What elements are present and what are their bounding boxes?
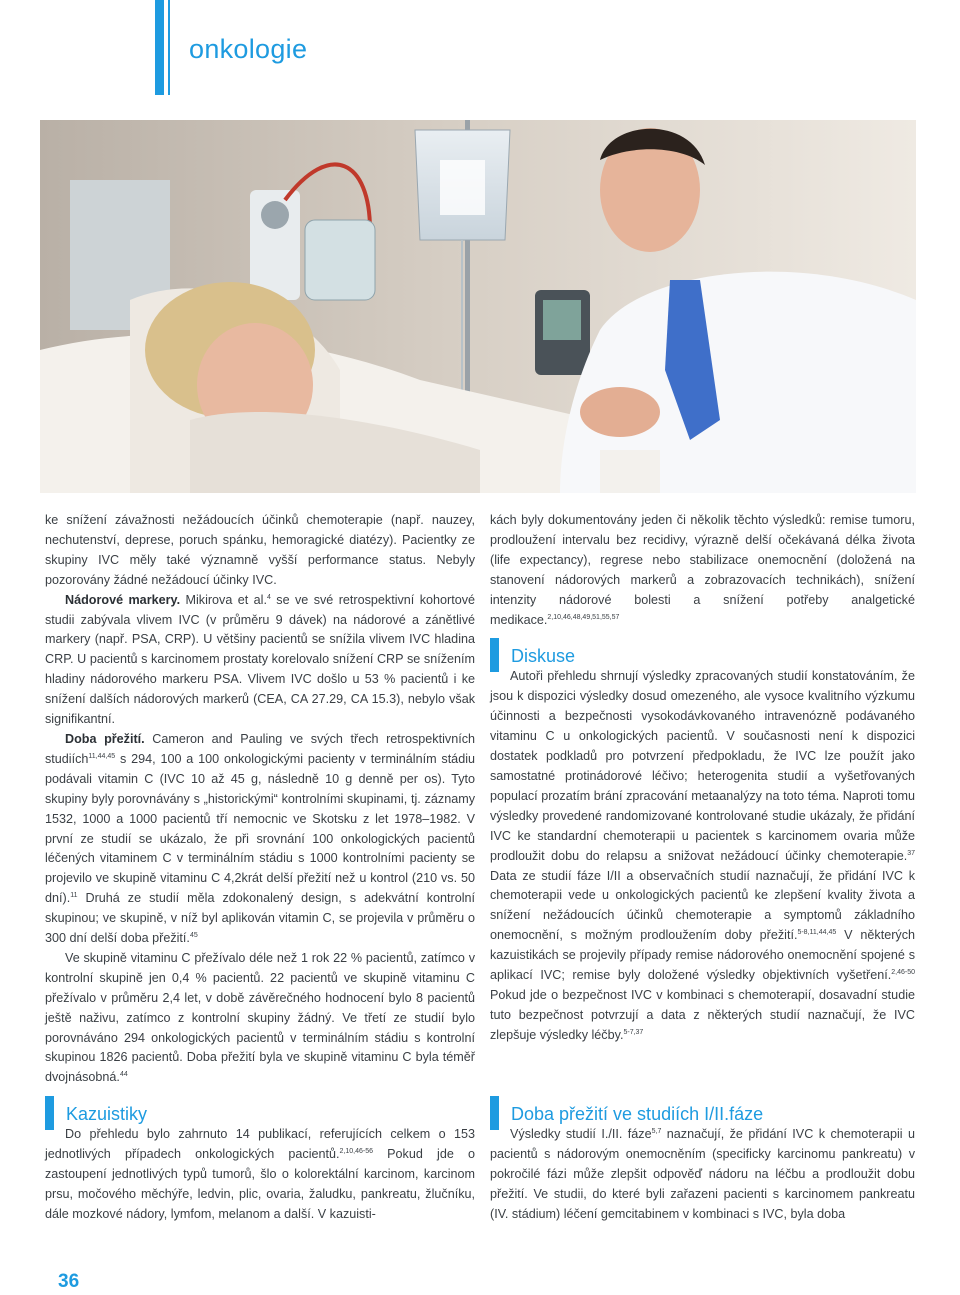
paragraph [45, 1125, 475, 1225]
paragraph-text: Pokud jde o zastoupení jednotlivých typů tumorů, šlo o kolorektální karcinom, karcinom prsu, močového měchýře, ledvin, plic, ovaria, žaludku, pankreatu, žlučníku, dále mozkové nádory, lymfom, melanom a další. V kazuisti- [45, 1146, 475, 1221]
paragraph-markers [45, 591, 475, 730]
reference-marker: 44 [119, 1071, 128, 1079]
reference-marker: 2,46-50 [891, 968, 915, 976]
paragraph [490, 511, 915, 630]
photo-doctor-patient [40, 120, 916, 493]
right-column [490, 511, 915, 1046]
run-in-heading: Doba přežití. [65, 731, 145, 746]
reference-marker: 11,44,45 [88, 752, 116, 760]
heading-kazuistiky [45, 1104, 475, 1125]
heading-diskuse [490, 646, 915, 667]
reference-marker: 45 [189, 931, 198, 939]
paragraph-text: s 294, 100 a 100 onkologickými pacienty v terminálním stádiu podávali vitamin C (IVC 10 až 45 g, následně 10 g denně per os). Tyto skupiny byly porovnávány s „historickými“ kontrolními skupinami, tj. záznamy 1532, 1000 a 1000 pacientů tří nemocnic ve Skotsku z let 1978–1982. V první ze studií se ukázalo, že při srovnání 100 onkologických pacientů léčených vitaminem C v terminálním stádiu s 1000 kontrolními pacienty se projevilo ve skupině vitaminu C 4,2krát delší přežití než u kontrol (210 vs. 50 dní). [45, 751, 475, 906]
header-accent-line [168, 0, 170, 95]
reference-marker: 5-7,37 [623, 1028, 644, 1036]
reference-marker: 37 [907, 849, 915, 857]
paragraph [45, 511, 475, 591]
paragraph [490, 1125, 915, 1225]
heading-accent-bar [490, 1096, 499, 1130]
paragraph-text: naznačují, že přidání IVC k chemoterapii u pacientů s nádorovým onemocněním (specificky karcinomu pankreatu) v pokročilé fázi může zlepšit odpověď nádoru na léčbu a prodloužit dobu přežití. Ve studii, do které byli zařazeni pacienti s karcinomem pankreatu (IV. stádium) léčení gemcitabinem v kombinaci s IVC, byla doba [490, 1127, 916, 1221]
heading-doba-preziti [490, 1104, 915, 1125]
survival-phase-section [490, 1104, 915, 1225]
page-number: 36 [58, 1271, 80, 1292]
run-in-heading: Nádorové markery. [65, 592, 181, 607]
heading-text: Kazuistiky [66, 1104, 148, 1124]
paragraph-text: ke snížení závažnosti nežádoucích účinků chemoterapie (např. nauzey, nechutenství, deprese, poruch spánku, hemoragické diatézy). Pacientky ze skupiny IVC měly také významně vyšší performance status. Nebyly pozorovány žádné nežádoucí účinky IVC. [45, 513, 475, 587]
paragraph-text: se ve své retrospektivní kohortové studii zabývala vlivem IVC (v průměru 9 dávek) na nádorové a zánětlivé markery (např. PSA, CRP). U většiny pacientů se snížila vlivem IVC hladina CRP. U pacientů s karcinomem prostaty korelovalo snížení CRP se snížením hladiny nádorového markeru PSA. Vlivem IVC došlo u 53 % pacientů i ke snížení dalších nádorových markerů (CEA, CA 27.29, CA 15.3), nebylo však signifikantní. [45, 592, 475, 727]
paragraph-text: Cameron and Pauling ve svých třech retrospektivních studiích [45, 731, 475, 766]
paragraph-text: Výsledky studií I./II. fáze [510, 1127, 652, 1141]
reference-marker: 11 [70, 892, 78, 900]
heading-accent-bar [45, 1096, 54, 1130]
section-title: onkologie [189, 34, 308, 64]
kazuistiky-section [45, 1104, 475, 1225]
reference-marker: 5-8,11,44,45 [797, 929, 837, 937]
paragraph-text: Do přehledu bylo zahrnuto 14 publikací, referujících celkem o 153 jednotlivých případech onkologických pacientů. [45, 1127, 475, 1161]
header-accent-bar [155, 0, 164, 95]
paragraph-text: kách byly dokumentovány jeden či několik těchto výsledků: remise tumoru, prodloužení intervalu bez recidivy, výrazně delší očekávaná délka života (life expectancy), regrese nebo stabilizace onemocnění (doložená na stanovení nádorových markerů a zobrazovacích technikách), snížení intenzity nádorové bolesti a snížení potřeby analgetické medikace. [490, 513, 915, 627]
reference-marker: 4 [266, 593, 271, 601]
paragraph [45, 949, 475, 1088]
paragraph-text: Autoři přehledu shrnují výsledky zpracovaných studií konstatováním, že jsou k dispozici výsledky dosud omezeného, ale vysoce kvalitního výzkumu účinnosti a bezpečnosti vysokodávkovaného intravenózně podávaného vitaminu C u onkologických pacientů. V současnosti není k dispozici dostatek podkladů pro potvrzení předpokladu, že IVC lze použít jako samostatné protinádorové léčivo; heterogenita studií a vyšetřovaných populací prozatím brání zpracování metaanalýzy na toto téma. Naproti tomu výsledky provedené randomizované kontrolované studie ukázaly, že přidání IVC ke standardní chemoterapii u pacientek s karcinomem ovaria může prodloužit dobu do relapsu a snižovat nežádoucí účinky chemoterapie. [490, 669, 915, 863]
heading-text: Diskuse [511, 646, 576, 667]
paragraph [490, 667, 915, 1045]
heading-text: Doba přežití ve studiích I/II.fáze [511, 1104, 764, 1124]
left-column [45, 511, 475, 1088]
heading-accent-bar [490, 638, 499, 672]
paragraph-text: Ve skupině vitaminu C přežívalo déle než 1 rok 22 % pacientů, zatímco v kontrolní skupině jen 0,4 % pacientů. 22 pacientů ve skupině vitaminu C přežívalo v průměru 2,4 let, v době závěrečného hodnocení bylo 8 pacientů ještě naživu, zatímco z kontrolní skupiny žádný. Ve třetí ze studií bylo porovnáváno 294 onkologických pacientů v terminálním stádiu s kontrolní skupinou 1826 pacientů. Doba přežití byla ve skupině vitaminu C byla téměř dvojnásobná. [45, 950, 475, 1085]
reference-marker: 2,10,46-56 [339, 1147, 373, 1155]
paragraph-text: Data ze studií fáze I/II a observačních studií naznačují, že přidání IVC k chemoterapii vede u onkologických pacientů ke zlepšení kvality života a snížení nežádoucích účinků chemoterapie a symptomů základního onemocnění, s možným prodloužením doby přežití. [490, 868, 915, 943]
reference-marker: 5,7 [651, 1127, 662, 1135]
paragraph-text: Druhá ze studií měla zdokonalený design, s adekvátní kontrolní skupinou; ve skupině, v níž byl aplikován vitamin C, se projevila v průměru o 300 dní delší doba přežití. [45, 891, 475, 946]
paragraph-text: Mikirova et al. [180, 592, 267, 607]
paragraph-survival [45, 730, 475, 949]
photo-illustration [40, 120, 916, 493]
reference-marker: 2,10,46,48,49,51,55,57 [547, 613, 620, 621]
paragraph-text: Pokud jde o bezpečnost IVC v kombinaci s chemoterapií, dosavadní studie tuto bezpečnost potvrzují a data z některých studií naznačují, že IVC zlepšuje výsledky léčby. [490, 987, 915, 1042]
paragraph-text: V některých kazuistikách se projevily případy remise nádorového onemocnění spojené s aplikací IVC; remise byly doložené výsledky objektivních vyšetření. [490, 928, 915, 983]
